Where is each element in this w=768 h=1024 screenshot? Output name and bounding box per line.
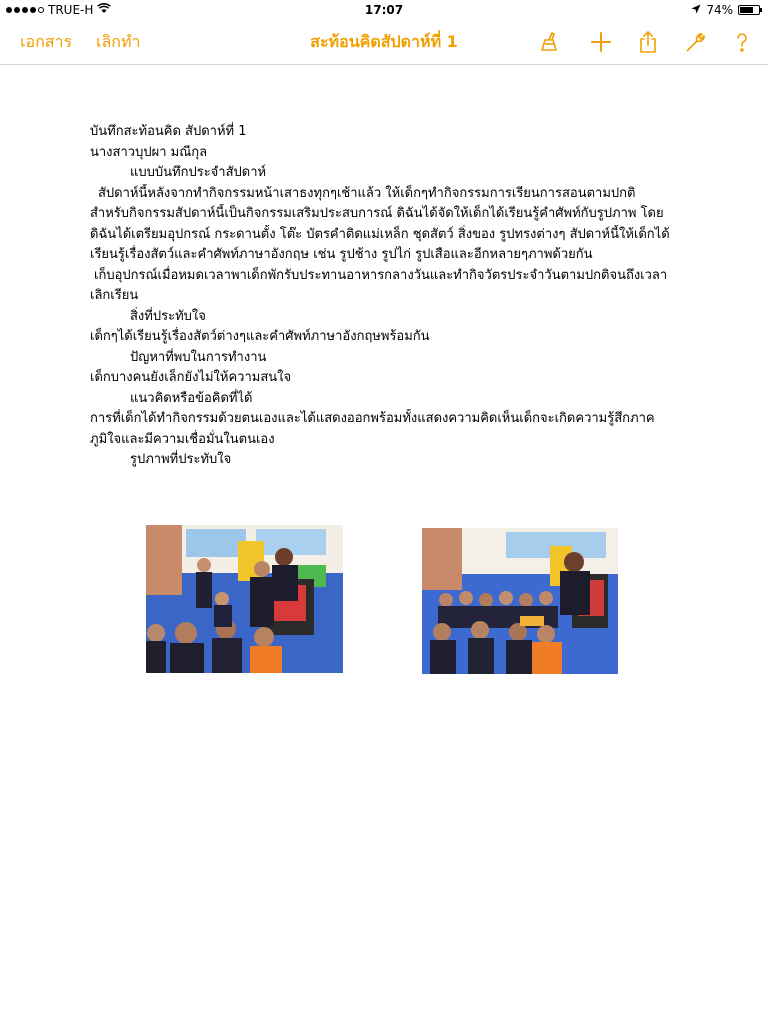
wrench-icon[interactable]	[682, 28, 710, 56]
help-icon[interactable]	[728, 28, 756, 56]
battery-percentage: 74%	[706, 3, 733, 17]
plus-icon[interactable]	[587, 28, 615, 56]
doc-line-paragraph: เด็กบางคนยังเล็กยังไม่ให้ความสนใจ	[90, 370, 292, 385]
document-title[interactable]: สะท้อนคิดสัปดาห์ที่ 1	[310, 32, 458, 51]
doc-line-heading: สิ่งที่ประทับใจ	[130, 308, 206, 324]
status-time: 17:07	[364, 3, 404, 17]
location-arrow-icon	[691, 0, 701, 20]
document-body[interactable]	[90, 122, 680, 471]
carrier-name: TRUE-H	[48, 3, 94, 17]
doc-line-paragraph: สัปดาห์นี้หลังจากทำกิจกรรมหน้าเสาธงทุกๆเช้าแล้ว ให้เด็กๆทำกิจกรรมการเรียนการสอนตามปกติ	[98, 185, 636, 201]
toolbar	[0, 20, 768, 65]
status-right	[691, 0, 760, 20]
doc-line-paragraph: ภูมิใจและมีความเชื่อมั่นในตนเอง	[90, 431, 275, 447]
documents-button[interactable]: เอกสาร	[20, 32, 73, 51]
battery-icon	[738, 5, 760, 15]
paintbrush-icon[interactable]	[536, 28, 564, 56]
doc-line-paragraph: การที่เด็กได้ทำกิจกรรมด้วยตนเองและได้แสดงออกพร้อมทั้งแสดงความคิดเห็นเด็กจะเกิดความรู้สึกภาค	[90, 411, 655, 426]
doc-line-heading: ปัญหาที่พบในการทำงาน	[130, 349, 267, 365]
classroom-photo-2[interactable]	[422, 528, 618, 674]
classroom-photo-1[interactable]	[146, 525, 343, 673]
battery-level	[740, 7, 753, 13]
doc-line-paragraph: เลิกเรียน	[90, 288, 139, 303]
doc-line-heading: รูปภาพที่ประทับใจ	[130, 452, 232, 467]
doc-line-paragraph: ดิฉันได้เตรียมอุปกรณ์ กระดานตั้ง โต๊ะ บัตรคำติดแม่เหล็ก ชุดสัตว์ สิ่งของ รูปทรงต่างๆ สัปดาห์นี้ให้เด็กได้	[90, 226, 670, 242]
doc-line-paragraph: สำหรับกิจกรรมสัปดาห์นี้เป็นกิจกรรมเสริมประสบการณ์ ดิฉันได้จัดให้เด็กได้เรียนรู้คำศัพท์กับรูปภาพ โดย	[90, 206, 664, 221]
doc-line-author: นางสาวบุปผา มณีกุล	[90, 144, 208, 160]
doc-line-heading: แบบบันทึกประจำสัปดาห์	[130, 165, 267, 180]
status-bar	[0, 0, 768, 20]
doc-line-heading: แนวคิดหรือข้อคิดที่ได้	[130, 390, 253, 406]
doc-line-title: บันทึกสะท้อนคิด สัปดาห์ที่ 1	[90, 124, 247, 139]
doc-line-paragraph: เด็กๆได้เรียนรู้เรื่องสัตว์ต่างๆและคำศัพท์ภาษาอังกฤษพร้อมกัน	[90, 329, 430, 344]
undo-button[interactable]: เลิกทำ	[96, 32, 141, 51]
doc-line-paragraph: เก็บอุปกรณ์เมื่อหมดเวลาพาเด็กพักรับประทานอาหารกลางวันและทำกิจวัตรประจำวันตามปกติจนถึงเวลา	[94, 267, 668, 283]
share-icon[interactable]	[634, 28, 662, 56]
doc-line-paragraph: เรียนรู้เรื่องสัตว์และคำศัพท์ภาษาอังกฤษ เช่น รูปช้าง รูปไก่ รูปเสือและอีกหลายๆภาพด้วยกัน	[90, 247, 593, 262]
